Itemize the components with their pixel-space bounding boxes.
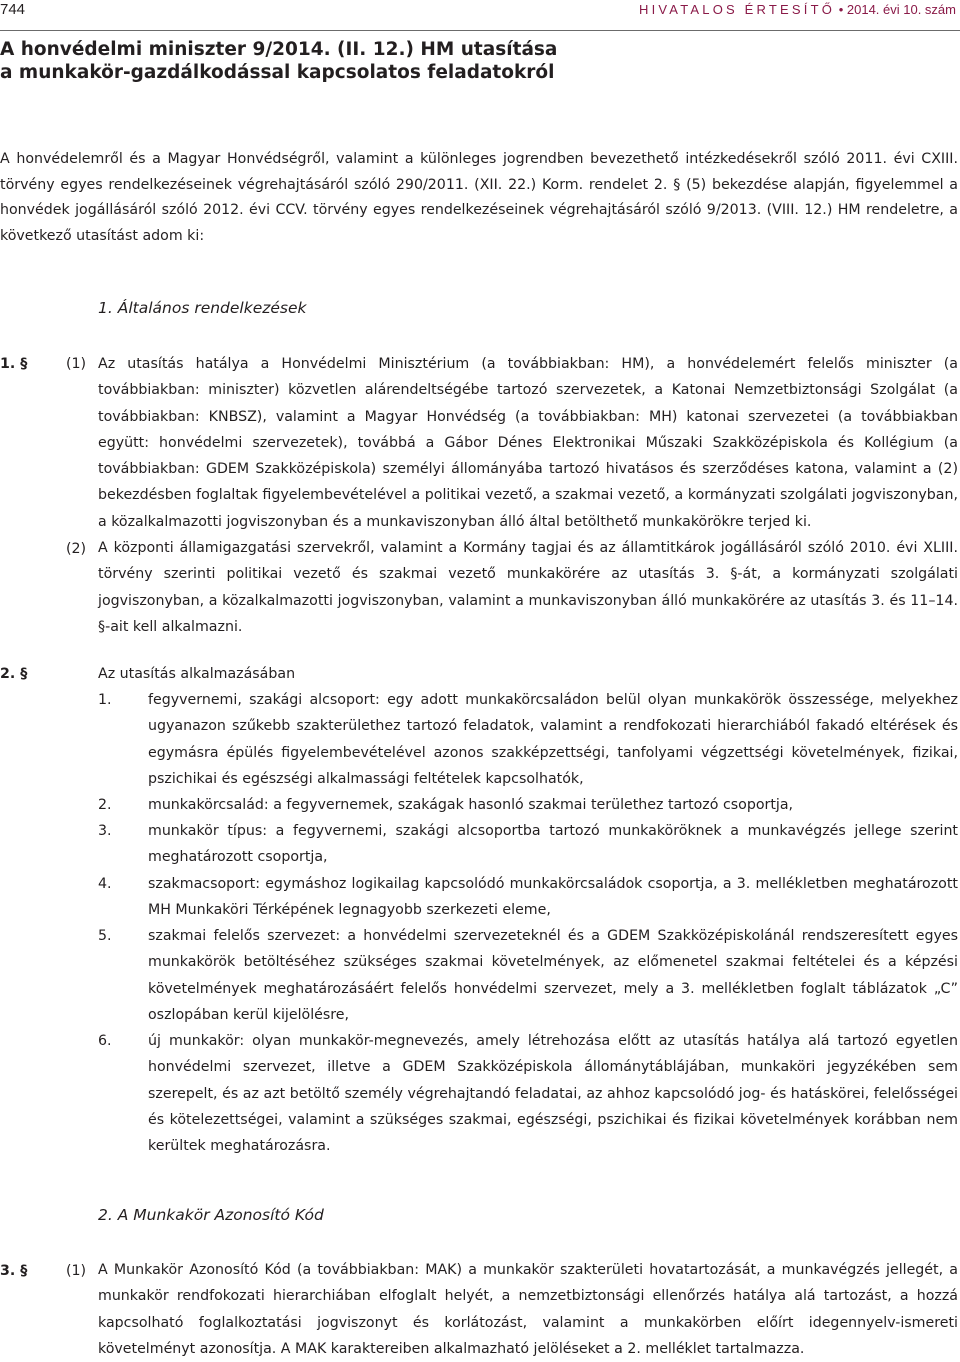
definition-number: 4. (98, 876, 112, 892)
section-2-label: 2. § (0, 666, 28, 682)
header-bullet: • (838, 2, 844, 17)
section-1-para-1-label: (1) (66, 356, 87, 372)
definition-number: 5. (98, 928, 112, 944)
chapter-heading-1: 1. Általános rendelkezések (98, 299, 307, 317)
section-1-label: 1. § (0, 356, 28, 372)
title-line-1: A honvédelmi miniszter 9/2014. (II. 12.) HM utasítása (0, 39, 558, 60)
chapter-heading-2: 2. A Munkakör Azonosító Kód (98, 1206, 324, 1224)
page-header (0, 0, 960, 31)
page-number: 744 (0, 1, 26, 18)
title-line-2: a munkakör-gazdálkodással kapcsolatos feladatokról (0, 62, 555, 83)
definition-number: 6. (98, 1033, 112, 1049)
section-2-lead: Az utasítás alkalmazásában (98, 666, 296, 682)
section-3-label: 3. § (0, 1263, 28, 1279)
journal-title: HIVATALOS ÉRTESÍTŐ (639, 2, 836, 17)
preamble: A honvédelemről és a Magyar Honvédségről, valamint a különleges jogrendben bevezethető intézkedésekről szóló 2011. évi CXIII. törvény egyes rendelkezéseinek végrehajtásáról szóló 290/2011. (XII. 22.) Korm. rendelet 2. § (5) bekezdése alapján, figyelemmel a honvédek jogállásáról szóló 2012. évi CCV. törvény egyes rendelkezéseinek végrehajtásáról szóló 9/2013. (VIII. 12.) HM rendeletre, a következő utasítást adom ki: (0, 151, 958, 244)
definition-number: 2. (98, 797, 112, 813)
definition-number: 3. (98, 823, 112, 839)
running-head (639, 2, 956, 17)
definition-text: munkakörcsalád: a fegyvernemek, szakágak hasonló szakmai területhez tartozó csoportja, (148, 797, 794, 813)
definition-text: szakmacsoport: egymáshoz logikailag kapcsolódó munkakörcsaládok csoportja, a 3. mellékletben meghatározott MH Munkaköri Térképének legnagyobb szerkezeti eleme, (148, 876, 958, 919)
definition-text: szakmai felelős szervezet: a honvédelmi szervezeteknél és a GDEM Szakközépiskolánál rendszeresített egyes munkakörök betöltéséhez szükséges szakmai követelmények, az előmenetel szakmai feltételei és a képzési követelmények meghatározásáért felelős honvédelmi szervezet, mely a 3. mellékletben foglalt táblázatok „C” oszlopában kerül kijelölésre, (148, 928, 958, 1023)
document-title (0, 38, 900, 84)
definition-text: fegyvernemi, szakági alcsoport: egy adott munkakörcsaládon belül olyan munkakörök összessége, melyekhez ugyanazon szűkebb szakterülethez tartozó feladatok, valamint a rendfokozati hierarchiából fakadó eltérések és egymásra épülés figyelembevételével azonos szakképzettségi, tanfolyami végzettségi követelmények, fizikai, pszichikai és egészségi alkalmassági feltételek kapcsolhatók, (148, 692, 958, 787)
section-3-para-1: A Munkakör Azonosító Kód (a továbbiakban: MAK) a munkakör szakterületi hovatartozását, a munkavégzés jellegét, a munkakör rendfokozati hierarchiában elfoglalt helyét, a nemzetbiztonsági ellenőrzés hatálya alá tartozást, a hozzá kapcsolható foglalkoztatási jogviszonyt és korlátozást, valamint a munkakörben előírt idegennyelv-ismereti követelményt azonosítja. A MAK karaktereiben alkalmazható jelöléseket a 2. melléklet tartalmazza. (98, 1262, 958, 1357)
section-3-para-1-label: (1) (66, 1263, 87, 1279)
definition-text: új munkakör: olyan munkakör-megnevezés, amely létrehozása előtt az utasítás hatálya alá tartozó egyetlen honvédelmi szervezet, illetve a GDEM Szakközépiskola állománytáblájában, munkaköri jegyzékében sem szerepelt, és az azt betöltő személy végrehajtandó feladatai, az ahhoz kapcsolódó jog- és hatáskörei, felelősségei és kötelezettségei, valamint a szükséges szakmai, egészségi, pszichikai és fizikai követelmények korábban nem kerültek meghatározásra. (148, 1033, 958, 1155)
definition-text: munkakör típus: a fegyvernemi, szakági alcsoportba tartozó munkaköröknek a munkavégzés jellege szerint meghatározott csoportja, (148, 823, 958, 866)
section-1-para-1: Az utasítás hatálya a Honvédelmi Minisztérium (a továbbiakban: HM), a honvédelemért felelős miniszter (a továbbiakban: miniszter) közvetlen alárendeltségébe tartozó szervezetek, a Katonai Nemzetbiztonsági Szolgálat (a továbbiakban: KNBSZ), valamint a Magyar Honvédség (a továbbiakban: MH) katonai szervezetei (a továbbiakban együtt: honvédelmi szervezetek), továbbá a Gábor Dénes Elektronikai Műszaki Szakközépiskola és Kollégium (a továbbiakban: GDEM Szakközépiskola) személyi állományába tartozó hivatásos és szerződéses katona, valamint a (2) bekezdésben foglaltak figyelembevételével a politikai vezető, a szakmai vezető, a kormányzati szolgálati jogviszonyban, a közalkalmazotti jogviszonyban és a munkaviszonyban álló által betölthető munkakörökre terjed ki. (98, 356, 958, 530)
issue-label: 2014. évi 10. szám (846, 2, 956, 17)
section-1-para-2-label: (2) (66, 541, 87, 557)
definition-number: 1. (98, 692, 112, 708)
section-1-para-2: A központi államigazgatási szervekről, valamint a Kormány tagjai és az államtitkárok jogállásáról szóló 2010. évi XLIII. törvény szerinti politikai vezető és szakmai vezető munkakörére az utasítás 3. §-át, a kormányzati szolgálati jogviszonyban, a közalkalmazotti jogviszonyban, valamint a munkaviszonyban álló munkakörére az utasítás 3. és 11–14. §-ait kell alkalmazni. (98, 540, 958, 635)
